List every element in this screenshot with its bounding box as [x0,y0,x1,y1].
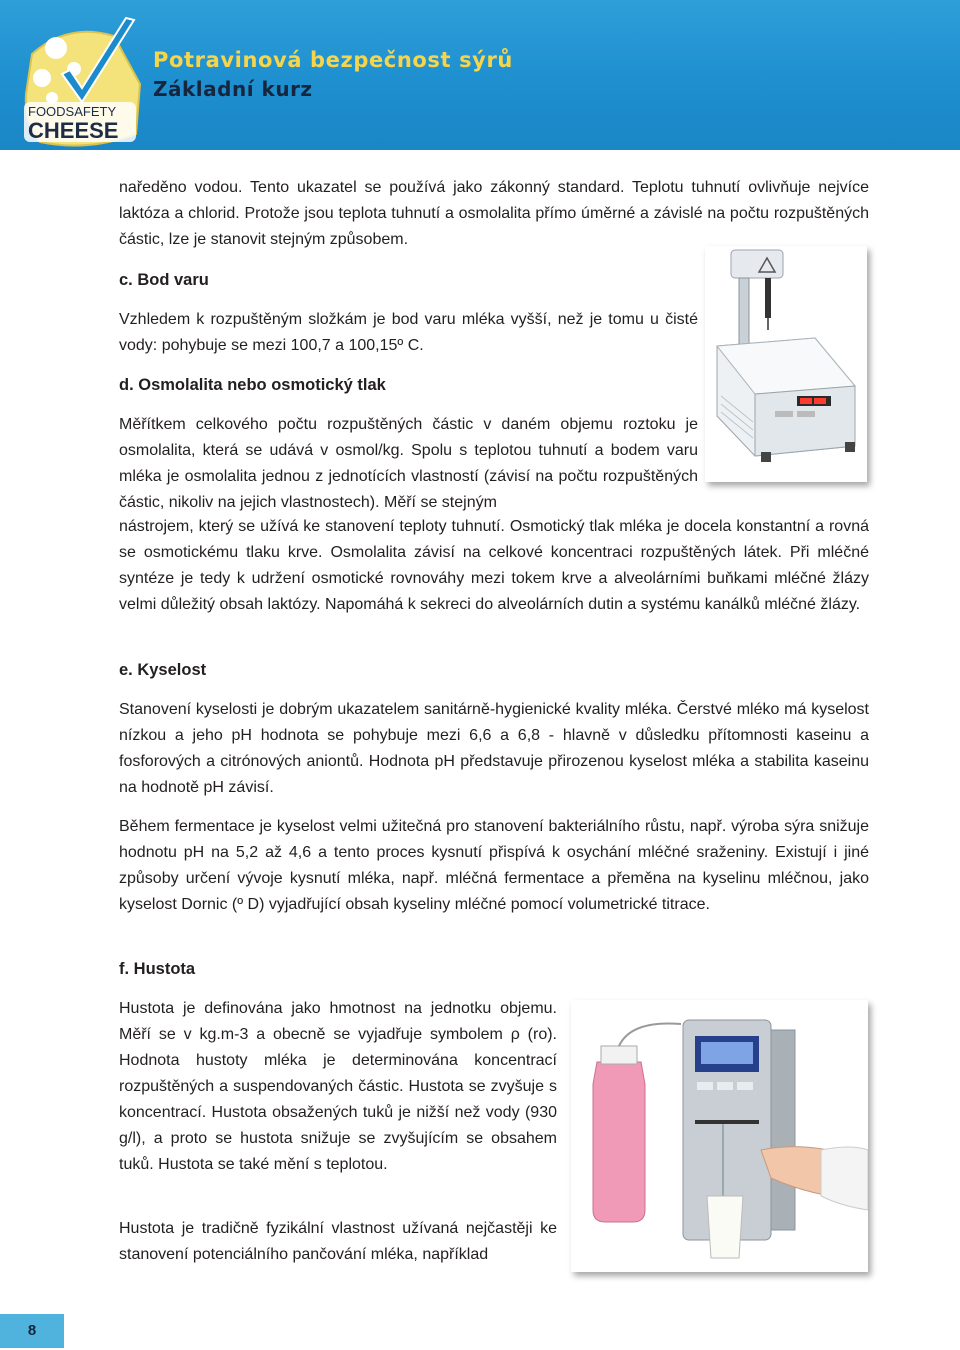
header-subtitle: Základní kurz [153,77,313,101]
header-title: Potravinová bezpečnost sýrů [153,48,513,72]
page-number: 8 [0,1314,64,1348]
header-band [0,0,960,150]
heading-osmolality: d. Osmolalita nebo osmotický tlak [119,376,386,394]
heading-density: f. Hustota [119,960,196,978]
osmometer-photo [705,246,867,482]
paragraph-freezing-point: naředěno vodou. Tento ukazatel se používá jako zákonný standard. Teplotu tuhnutí ovlivňuje nejvíce laktóza a chlorid. Protože jsou teplota tuhnutí a osmolalita přímo úměrné a závislé na počtu rozpuštěných částic, lze je stanovit stejným způsobem. [119,179,869,248]
paragraph-density-2: Hustota je tradičně fyzikální vlastnost užívaná nejčastěji ke stanovení potenciálního pančování mléka, například [119,1220,557,1263]
paragraph-osmolality-1: Měřítkem celkového počtu rozpuštěných částic v daném objemu roztoku je osmolalita, která se udává v osmol/kg. Spolu s teplotou tuhnutí a bodem varu mléka je osmolalita jednou z jednotících vlastností (závisí na počtu rozpuštěných částic, nikoliv na jejich vlastnostech). Měří se stejným [119,416,698,511]
logo-text-bottom: CHEESE [28,118,119,143]
heading-boiling-point: c. Bod varu [119,271,209,289]
logo-text-top: FOODSAFETY [28,104,117,119]
paragraph-acidity-1: Stanovení kyselosti je dobrým ukazatelem sanitárně-hygienické kvality mléka. Čerstvé mléko má kyselost nízkou a jeho pH hodnota se pohybuje mezi 6,6 a 6,8 - hlavně v důsledku přítomnosti kaseinu a fosforových a citrónových aniontů. Hodnota pH představuje přirozenou kyselost mléka a stabilita kaseinu na hodnotě pH závisí. [119,701,869,796]
paragraph-density-1: Hustota je definována jako hmotnost na jednotku objemu. Měří se v kg.m-3 a obecně se vyjadřuje symbolem ρ (ro). Hodnota hustoty mléka je determinována koncentrací rozpuštěných a suspendovaných částic. Hustota se zvyšuje s koncentrací. Hustota obsažených tuků je nižší než vody (930 g/l), a proto se hustota snižuje se zvyšujícím se obsahem tuků. Hustota se také mění s teplotou. [119,1000,557,1173]
foodsafety-cheese-logo [18,14,148,154]
heading-acidity: e. Kyselost [119,661,207,679]
density-meter-photo [571,1000,868,1272]
paragraph-acidity-2: Během fermentace je kyselost velmi užitečná pro stanovení bakteriálního růstu, např. výroba sýra snižuje hodnotu pH na 5,2 až 4,6 a tento proces kysnutí přispívá k osychání mléčné sraženiny. Existují i jiné způsoby určení vývoje kysnutí mléka, např. mléčná fermentace a přeměna na kyselinu mléčnou, jako kyselost Dornic (º D) vyjadřující obsah kyseliny mléčné pomocí volumetrické titrace. [119,818,869,913]
paragraph-osmolality-2: nástrojem, který se užívá ke stanovení teploty tuhnutí. Osmotický tlak mléka je docela konstantní a rovná se osmotickému tlaku krve. Osmolalita závisí na celkové koncentraci rozpuštěných látek. Při mléčné syntéze je tedy k udržení osmotické rovnováhy mezi tokem krve a alveolárními buňkami mléčné žlázy velmi důležitý obsah laktózy. Napomáhá k sekreci do alveolárních dutin a systému kanálků mléčné žlázy. [119,518,869,613]
paragraph-boiling-point: Vzhledem k rozpuštěným složkám je bod varu mléka vyšší, než je tomu u čisté vody: pohybuje se mezi 100,7 a 100,15º C. [119,311,698,354]
